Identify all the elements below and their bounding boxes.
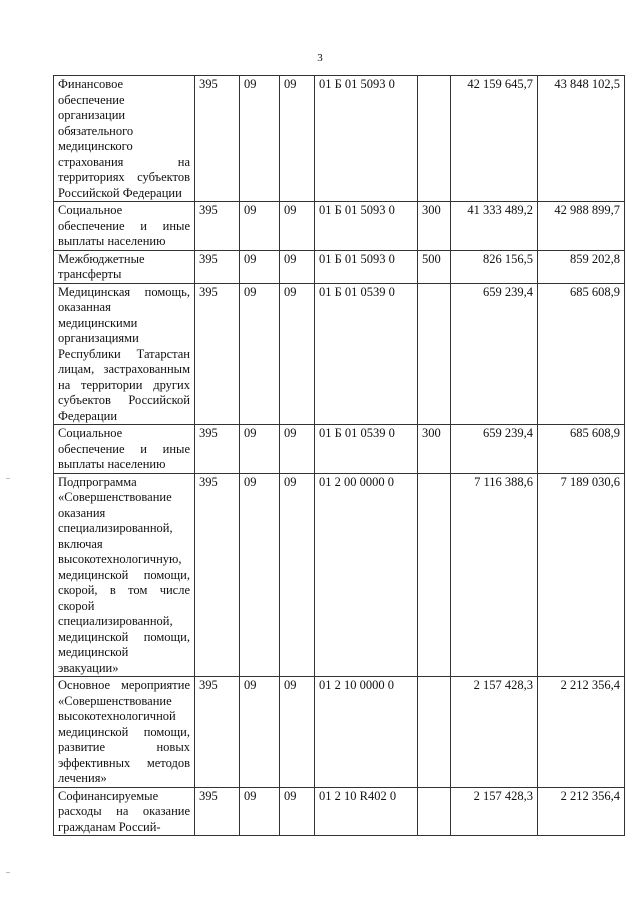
expense-type-code-cell [418,473,451,677]
table-row [54,202,625,251]
item-name-cell: Финансовое обеспечение организации обязательного медицинского страхования на территориях субъектов Российской Федерации [54,76,195,202]
item-name-cell: Основное мероприятие «Совершенствование высокотехнологичной медицинской помощи, развитие новых эффективных методов лечения» [54,677,195,788]
table-row [54,250,625,283]
subsection-code-cell: 09 [280,425,315,474]
item-name-cell: Межбюджетные трансферты [54,250,195,283]
table-row [54,425,625,474]
amount-year-1-cell: 2 157 428,3 [451,787,538,836]
expense-type-code-cell: 500 [418,250,451,283]
subsection-code-cell: 09 [280,250,315,283]
ministry-code-cell: 395 [195,787,240,836]
amount-year-2-cell: 2 212 356,4 [538,677,625,788]
amount-year-2-cell: 2 212 356,4 [538,787,625,836]
ministry-code-cell: 395 [195,202,240,251]
section-code-cell: 09 [240,202,280,251]
budget-table [53,75,625,836]
target-article-code-cell: 01 Б 01 5093 0 [315,202,418,251]
table-row [54,787,625,836]
item-name-cell: Социальное обеспечение и иные выплаты населению [54,425,195,474]
amount-year-1-cell: 7 116 388,6 [451,473,538,677]
expense-type-code-cell: 300 [418,425,451,474]
item-name-cell: Медицинская помощь, оказанная медицинскими организациями Республики Татарстан лицам, застрахованным на территории других субъектов Российской Федерации [54,283,195,425]
ministry-code-cell: 395 [195,283,240,425]
table-row [54,76,625,202]
section-code-cell: 09 [240,677,280,788]
amount-year-1-cell: 41 333 489,2 [451,202,538,251]
amount-year-2-cell: 685 608,9 [538,283,625,425]
table-body [54,76,625,836]
target-article-code-cell: 01 2 10 R402 0 [315,787,418,836]
ministry-code-cell: 395 [195,250,240,283]
expense-type-code-cell [418,283,451,425]
scan-mark [6,872,10,873]
section-code-cell: 09 [240,250,280,283]
table-row [54,677,625,788]
item-name-cell: Социальное обеспечение и иные выплаты населению [54,202,195,251]
ministry-code-cell: 395 [195,473,240,677]
target-article-code-cell: 01 2 10 0000 0 [315,677,418,788]
amount-year-1-cell: 42 159 645,7 [451,76,538,202]
target-article-code-cell: 01 2 00 0000 0 [315,473,418,677]
amount-year-1-cell: 659 239,4 [451,283,538,425]
target-article-code-cell: 01 Б 01 5093 0 [315,250,418,283]
target-article-code-cell: 01 Б 01 0539 0 [315,425,418,474]
subsection-code-cell: 09 [280,283,315,425]
amount-year-1-cell: 826 156,5 [451,250,538,283]
ministry-code-cell: 395 [195,677,240,788]
ministry-code-cell: 395 [195,425,240,474]
amount-year-2-cell: 685 608,9 [538,425,625,474]
amount-year-1-cell: 659 239,4 [451,425,538,474]
ministry-code-cell: 395 [195,76,240,202]
target-article-code-cell: 01 Б 01 5093 0 [315,76,418,202]
expense-type-code-cell [418,787,451,836]
section-code-cell: 09 [240,283,280,425]
item-name-cell: Софинансируемые расходы на оказание гражданам Россий- [54,787,195,836]
table-row [54,473,625,677]
table-row [54,283,625,425]
amount-year-1-cell: 2 157 428,3 [451,677,538,788]
item-name-cell: Подпрограмма «Совершенствование оказания специализированной, включая высокотехнологичную, медицинской помощи, скорой, в том числе скорой специализированной, медицинской помощи, медицинской эвакуации» [54,473,195,677]
amount-year-2-cell: 7 189 030,6 [538,473,625,677]
subsection-code-cell: 09 [280,76,315,202]
subsection-code-cell: 09 [280,677,315,788]
expense-type-code-cell [418,76,451,202]
amount-year-2-cell: 43 848 102,5 [538,76,625,202]
expense-type-code-cell: 300 [418,202,451,251]
section-code-cell: 09 [240,425,280,474]
section-code-cell: 09 [240,787,280,836]
target-article-code-cell: 01 Б 01 0539 0 [315,283,418,425]
subsection-code-cell: 09 [280,787,315,836]
expense-type-code-cell [418,677,451,788]
scan-mark [6,478,10,479]
section-code-cell: 09 [240,76,280,202]
page-number: 3 [317,52,323,64]
section-code-cell: 09 [240,473,280,677]
amount-year-2-cell: 859 202,8 [538,250,625,283]
amount-year-2-cell: 42 988 899,7 [538,202,625,251]
subsection-code-cell: 09 [280,473,315,677]
subsection-code-cell: 09 [280,202,315,251]
